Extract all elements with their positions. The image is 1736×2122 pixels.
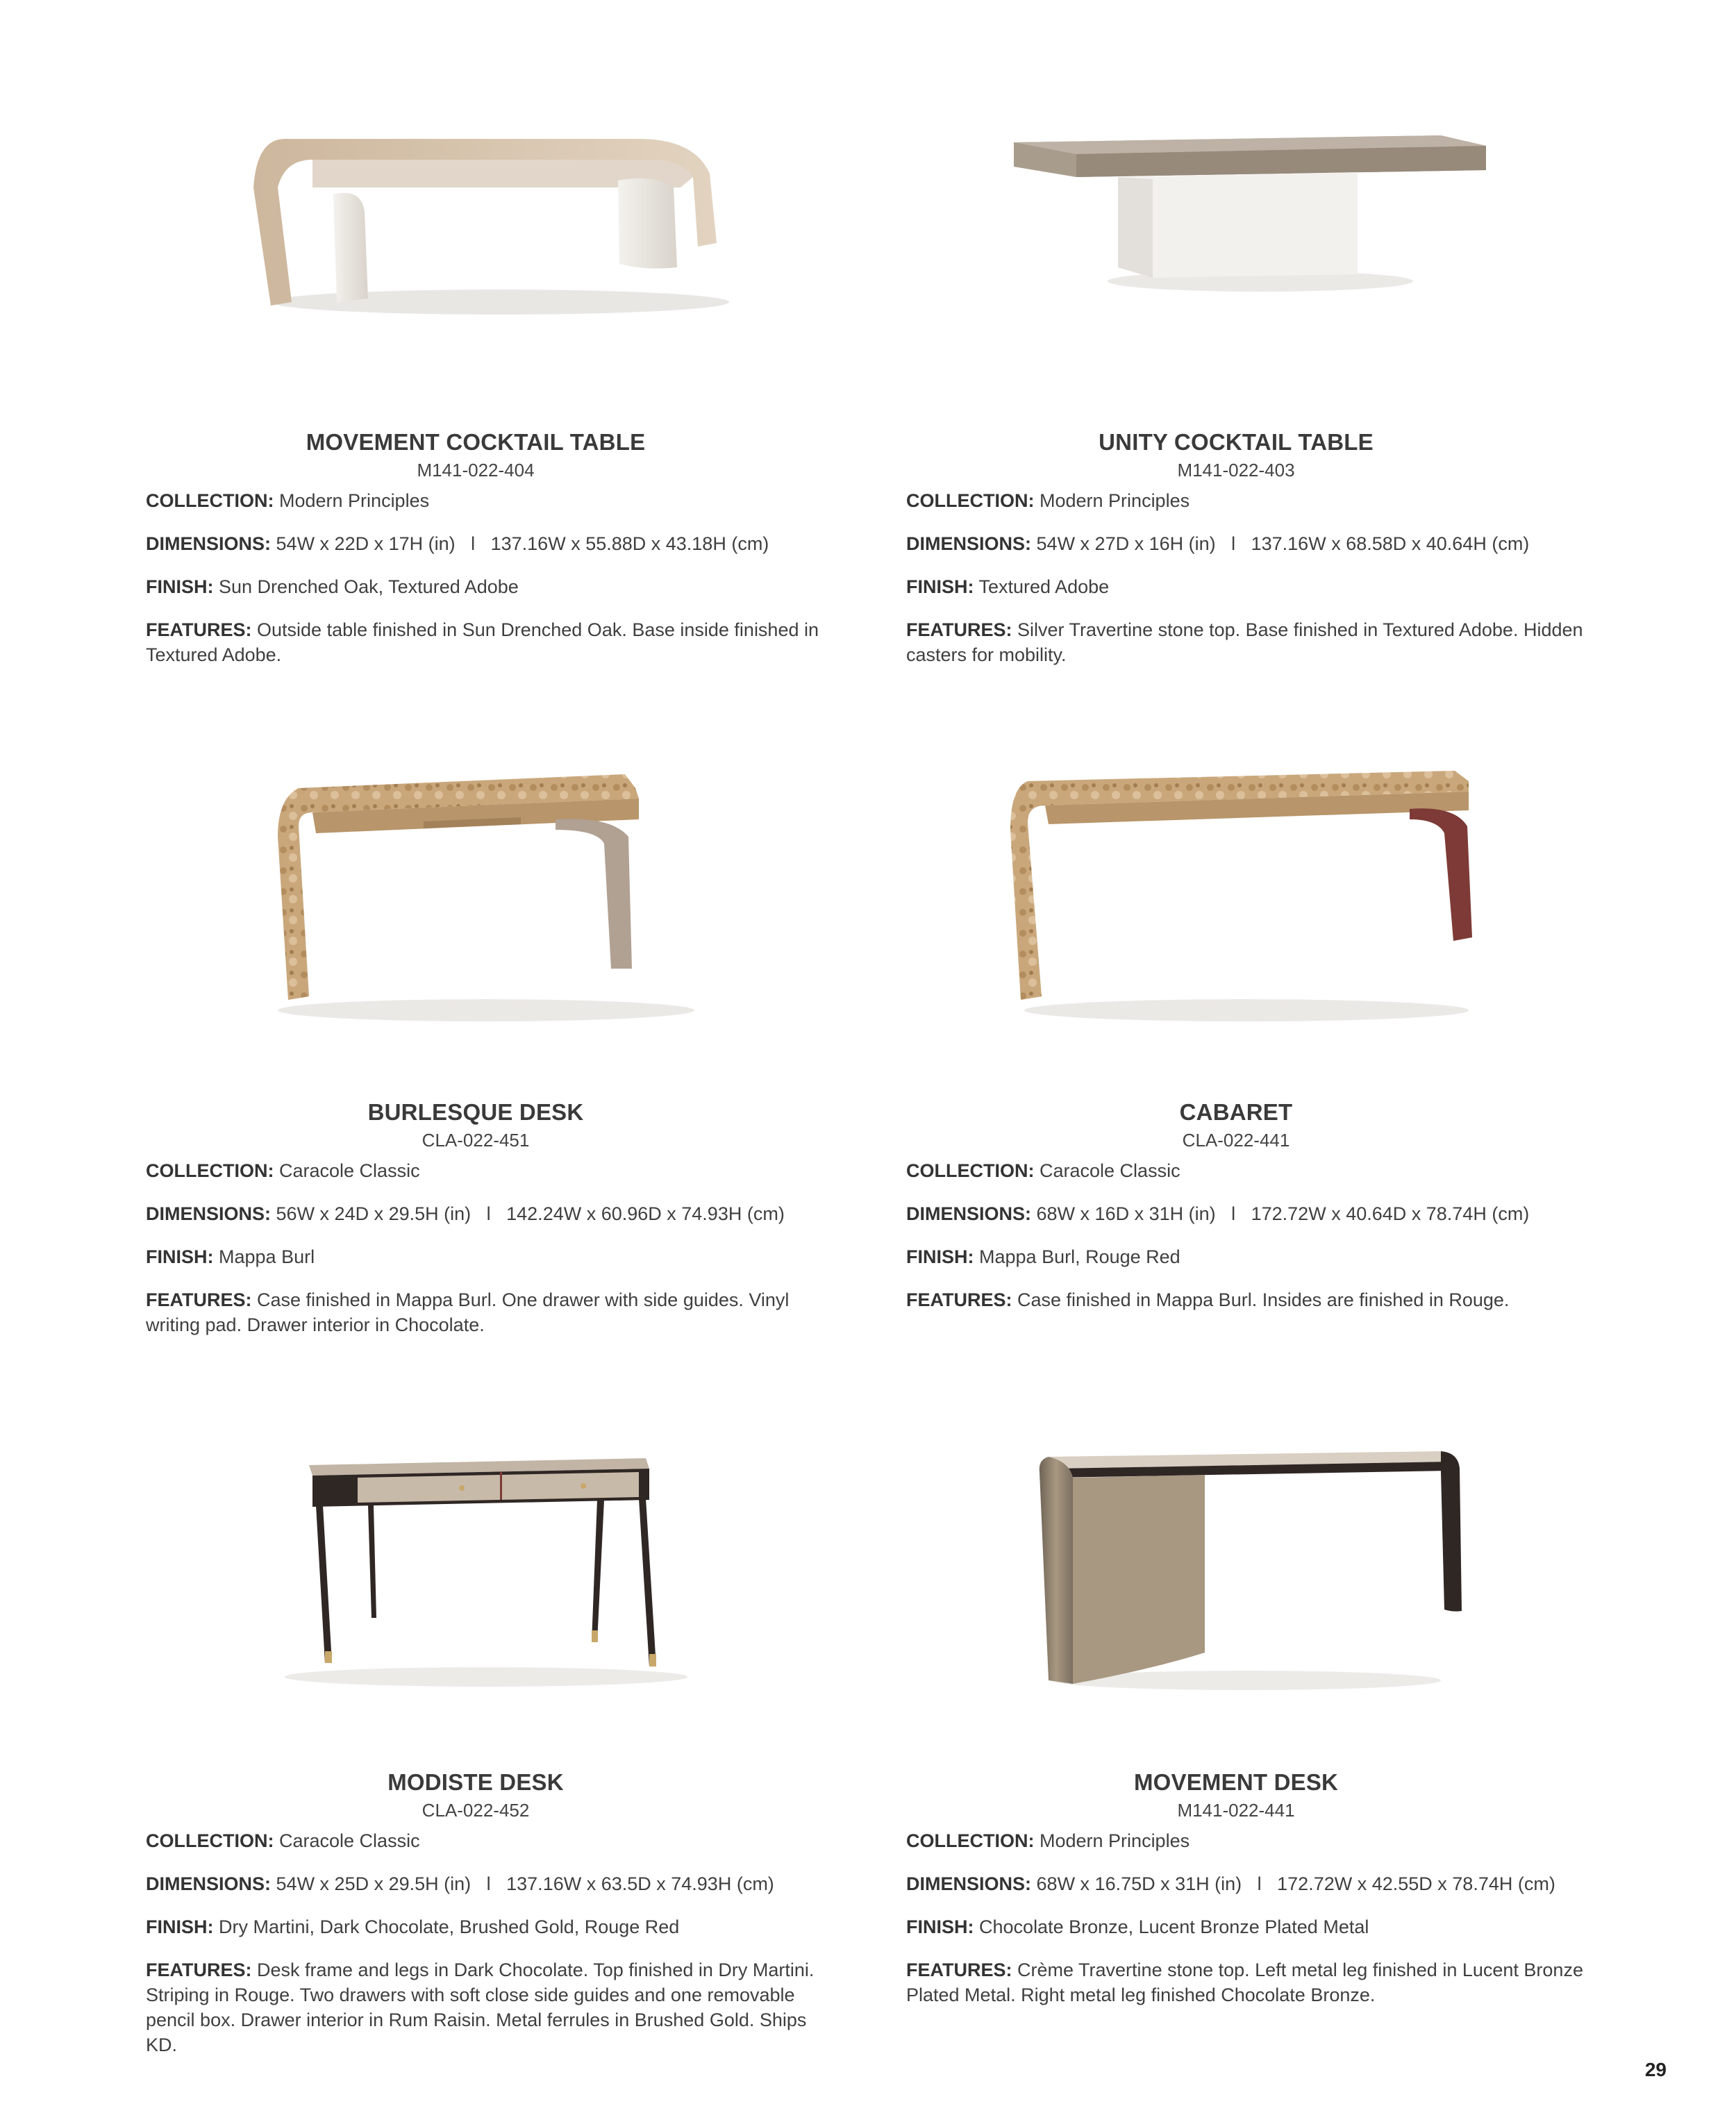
features-label: FEATURES:	[906, 1289, 1012, 1310]
collection-label: COLLECTION:	[146, 1160, 274, 1181]
finish-row	[146, 1914, 840, 1939]
finish-label: FINISH:	[906, 576, 974, 597]
collection-label: COLLECTION:	[906, 1160, 1035, 1181]
movement-desk-illustration	[955, 1430, 1552, 1694]
product-card	[906, 1430, 1601, 2007]
collection-label: COLLECTION:	[146, 490, 274, 511]
dimensions-value: 54W x 27D x 16H (in) l 137.16W x 68.58D x 40.64H (cm)	[1036, 533, 1530, 554]
features-row	[146, 1287, 840, 1337]
finish-row	[906, 1914, 1601, 1939]
product-image	[194, 90, 792, 354]
finish-label: FINISH:	[146, 576, 214, 597]
product-title: MOVEMENT DESK	[1133, 1769, 1339, 1795]
unity-cocktail-table-illustration	[955, 90, 1552, 354]
movement-cocktail-table-illustration	[194, 90, 792, 354]
finish-value: Sun Drenched Oak, Textured Adobe	[219, 576, 519, 597]
product-sku: CLA-022-452	[422, 1800, 530, 1821]
finish-value: Mappa Burl, Rouge Red	[979, 1246, 1180, 1267]
product-sku: M141-022-403	[1177, 460, 1295, 481]
features-label: FEATURES:	[146, 1289, 252, 1310]
finish-row	[906, 1244, 1601, 1269]
dimensions-label: DIMENSIONS:	[146, 533, 272, 554]
product-title: CABARET	[1179, 1099, 1293, 1125]
collection-value: Modern Principles	[279, 490, 430, 511]
features-value: Case finished in Mappa Burl. One drawer with side guides. Vinyl writing pad. Drawer interior in Chocolate.	[146, 1289, 790, 1335]
collection-row	[906, 1828, 1601, 1853]
modiste-desk-illustration	[194, 1430, 792, 1694]
collection-row	[906, 1158, 1601, 1183]
dimensions-row	[906, 1871, 1601, 1896]
product-image	[955, 760, 1552, 1024]
collection-label: COLLECTION:	[906, 490, 1035, 511]
dimensions-value: 68W x 16.75D x 31H (in) l 172.72W x 42.55D x 78.74H (cm)	[1036, 1873, 1555, 1894]
features-row	[146, 1957, 840, 2057]
product-image	[194, 1430, 792, 1694]
collection-row	[146, 1828, 840, 1853]
product-title: MODISTE DESK	[387, 1769, 564, 1795]
features-row	[906, 1287, 1601, 1312]
features-value: Outside table finished in Sun Drenched Oak. Base inside finished in Textured Adobe.	[146, 619, 819, 665]
dimensions-value: 54W x 25D x 29.5H (in) l 137.16W x 63.5D x 74.93H (cm)	[276, 1873, 774, 1894]
features-label: FEATURES:	[146, 619, 252, 640]
features-label: FEATURES:	[906, 619, 1012, 640]
page-number: 29	[1644, 2059, 1667, 2080]
collection-row	[906, 488, 1601, 513]
dimensions-row	[146, 1871, 840, 1896]
finish-label: FINISH:	[906, 1916, 974, 1937]
product-image	[955, 90, 1552, 354]
product-title: MOVEMENT COCKTAIL TABLE	[306, 429, 646, 455]
product-title: UNITY COCKTAIL TABLE	[1099, 429, 1374, 455]
finish-value: Dry Martini, Dark Chocolate, Brushed Gold, Rouge Red	[219, 1916, 680, 1937]
collection-label: COLLECTION:	[146, 1830, 274, 1851]
collection-row	[146, 1158, 840, 1183]
finish-row	[146, 574, 840, 599]
collection-value: Caracole Classic	[279, 1160, 420, 1181]
product-title: BURLESQUE DESK	[367, 1099, 584, 1125]
finish-row	[906, 574, 1601, 599]
dimensions-label: DIMENSIONS:	[146, 1873, 272, 1894]
features-value: Desk frame and legs in Dark Chocolate. Top finished in Dry Martini. Striping in Rouge. Two drawers with soft close side guides and one removable pencil box. Drawer interior in Rum Raisin. Metal ferrules in Brushed Gold. Ships KD.	[146, 1960, 815, 2055]
finish-value: Chocolate Bronze, Lucent Bronze Plated Metal	[979, 1916, 1369, 1937]
dimensions-label: DIMENSIONS:	[906, 1203, 1032, 1224]
dimensions-row	[906, 531, 1601, 556]
dimensions-row	[146, 1201, 840, 1226]
finish-label: FINISH:	[146, 1916, 214, 1937]
product-sku: CLA-022-441	[1182, 1130, 1290, 1151]
collection-value: Caracole Classic	[279, 1830, 420, 1851]
dimensions-value: 54W x 22D x 17H (in) l 137.16W x 55.88D x 43.18H (cm)	[276, 533, 769, 554]
product-card	[146, 90, 840, 667]
dimensions-row	[906, 1201, 1601, 1226]
cabaret-console-illustration	[955, 760, 1552, 1024]
product-sku: CLA-022-451	[422, 1130, 530, 1151]
collection-value: Caracole Classic	[1040, 1160, 1180, 1181]
burlesque-desk-illustration	[194, 760, 792, 1024]
product-card	[146, 1430, 840, 2057]
features-value: Case finished in Mappa Burl. Insides are finished in Rouge.	[1017, 1289, 1510, 1310]
product-image	[194, 760, 792, 1024]
features-row	[906, 1957, 1601, 2007]
features-row	[146, 617, 840, 667]
product-image	[955, 1430, 1552, 1694]
collection-row	[146, 488, 840, 513]
finish-label: FINISH:	[146, 1246, 214, 1267]
finish-label: FINISH:	[906, 1246, 974, 1267]
finish-row	[146, 1244, 840, 1269]
features-value: Crème Travertine stone top. Left metal leg finished in Lucent Bronze Plated Metal. Right metal leg finished Chocolate Bronze.	[906, 1960, 1583, 2005]
finish-value: Textured Adobe	[978, 576, 1110, 597]
collection-label: COLLECTION:	[906, 1830, 1035, 1851]
features-label: FEATURES:	[906, 1960, 1012, 1980]
features-value: Silver Travertine stone top. Base finished in Textured Adobe. Hidden casters for mobility.	[906, 619, 1583, 665]
dimensions-value: 56W x 24D x 29.5H (in) l 142.24W x 60.96D x 74.93H (cm)	[276, 1203, 785, 1224]
product-card	[906, 760, 1601, 1312]
product-card	[146, 760, 840, 1337]
features-row	[906, 617, 1601, 667]
dimensions-label: DIMENSIONS:	[906, 1873, 1032, 1894]
dimensions-row	[146, 531, 840, 556]
finish-value: Mappa Burl	[219, 1246, 315, 1267]
dimensions-label: DIMENSIONS:	[146, 1203, 272, 1224]
collection-value: Modern Principles	[1040, 1830, 1190, 1851]
dimensions-label: DIMENSIONS:	[906, 533, 1032, 554]
features-label: FEATURES:	[146, 1960, 252, 1980]
product-sku: M141-022-404	[417, 460, 535, 481]
dimensions-value: 68W x 16D x 31H (in) l 172.72W x 40.64D x 78.74H (cm)	[1036, 1203, 1530, 1224]
collection-value: Modern Principles	[1040, 490, 1190, 511]
product-card	[906, 90, 1601, 667]
product-sku: M141-022-441	[1177, 1800, 1295, 1821]
